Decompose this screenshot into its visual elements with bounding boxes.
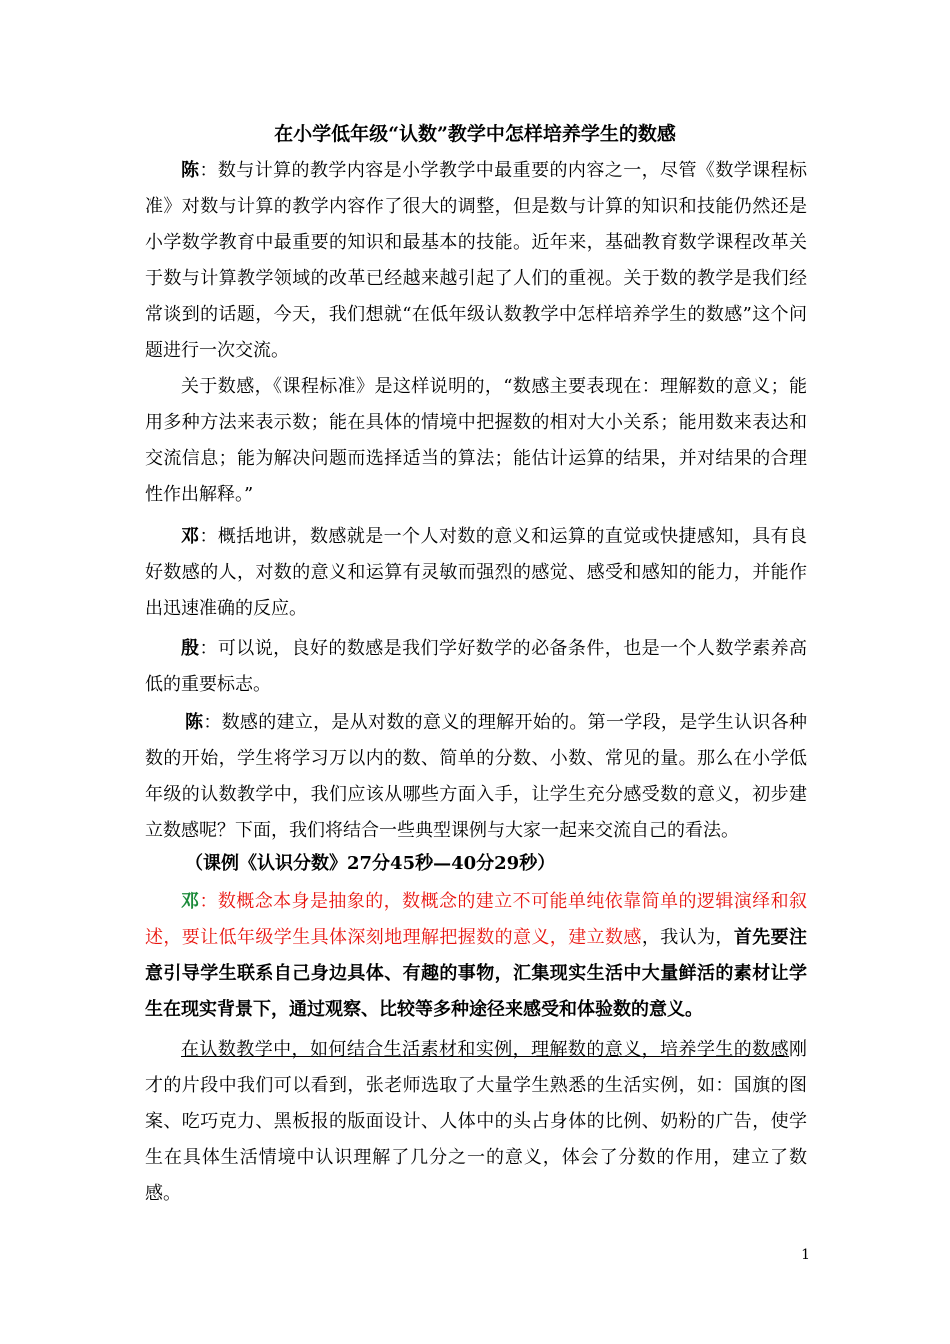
paragraph-text: ，我认为， — [641, 927, 734, 948]
paragraph-text: ：概括地讲，数感就是一个人对数的意义和运算的直觉或快捷感知，具有良好数感的人，对数的意义和运算有灵敏而强烈的感觉、感受和感知的能力，并能作出迅速准确的反应。 — [145, 526, 808, 619]
lesson-example-heading: （课例《认识分数》27分45秒—40分29秒） — [185, 853, 556, 874]
speaker-label: 邓 — [181, 526, 200, 547]
paragraph-real-life-examples — [145, 1032, 807, 1212]
paragraph-deng-key-point — [145, 884, 807, 1028]
paragraph-text: 刚才的片段中我们可以看到，张老师选取了大量学生熟悉的生活实例，如：国旗的图案、吃巧克力、黑板报的版面设计、人体中的头占身体的比例、奶粉的广告，使学生在具体生活情境中认识理解了几分之一的意义，体会了分数的作用，建立了数感。 — [145, 1039, 807, 1204]
document-title: 在小学低年级“认数”教学中怎样培养学生的数感 — [274, 123, 676, 145]
paragraph-deng-definition — [145, 519, 807, 627]
paragraph-yin-comment — [145, 631, 807, 703]
paragraph-standard-quote — [145, 369, 807, 513]
paragraph-text: ：数与计算的教学内容是小学教学中最重要的内容之一，尽管《数学课程标准》对数与计算的教学内容作了很大的调整，但是数与计算的知识和技能仍然还是小学数学教育中最重要的知识和最基本的技能。近年来，基础教育数学课程改革关于数与计算教学领域的改革已经越来越引起了人们的重视。关于数的教学是我们经常谈到的话题，今天，我们想就“在低年级认数教学中怎样培养学生的数感”这个问题进行一次交流。 — [145, 160, 808, 361]
paragraph-chen-transition — [145, 705, 807, 849]
paragraph-chen-intro — [145, 153, 807, 369]
paragraph-text: 关于数感，《课程标准》是这样说明的，“数感主要表现在：理解数的意义；能用多种方法来表示数；能在具体的情境中把握数的相对大小关系；能用数来表达和交流信息；能为解决问题而选择适当的算法；能估计运算的结果，并对结果的合理性作出解释。” — [145, 376, 807, 505]
paragraph-text: ：数感的建立，是从对数的意义的理解开始的。第一学段，是学生认识各种数的开始，学生将学习万以内的数、简单的分数、小数、常见的量。那么在小学低年级的认数教学中，我们应该从哪些方面入手，让学生充分感受数的意义，初步建立数感呢？下面，我们将结合一些典型课例与大家一起来交流自己的看法。 — [145, 712, 808, 841]
paragraph-text: ：可以说，良好的数感是我们学好数学的必备条件，也是一个人数学素养高低的重要标志。 — [145, 638, 808, 695]
speaker-label: 陈 — [185, 712, 204, 733]
emphasized-bold-text: 首先要注意引导学生联系自己身边具体、有趣的事物，汇集现实生活中大量鲜活的素材让学生在现实背景下，通过观察、比较等多种途径来感受和体验数的意义。 — [145, 927, 808, 1020]
page-number: 1 — [801, 1247, 810, 1263]
speaker-label: 邓 — [181, 891, 200, 912]
speaker-label: 陈 — [181, 160, 200, 181]
highlighted-red-text: ：数概念本身是抽象的，数概念的建立不可能单纯依靠简单的逻辑演绎和叙述，要让低年级学生具体深刻地理解把握数的意义，建立数感 — [145, 891, 808, 948]
underlined-topic-text: 在认数教学中，如何结合生活素材和实例，理解数的意义，培养学生的数感 — [181, 1039, 789, 1060]
speaker-label: 殷 — [181, 638, 200, 659]
